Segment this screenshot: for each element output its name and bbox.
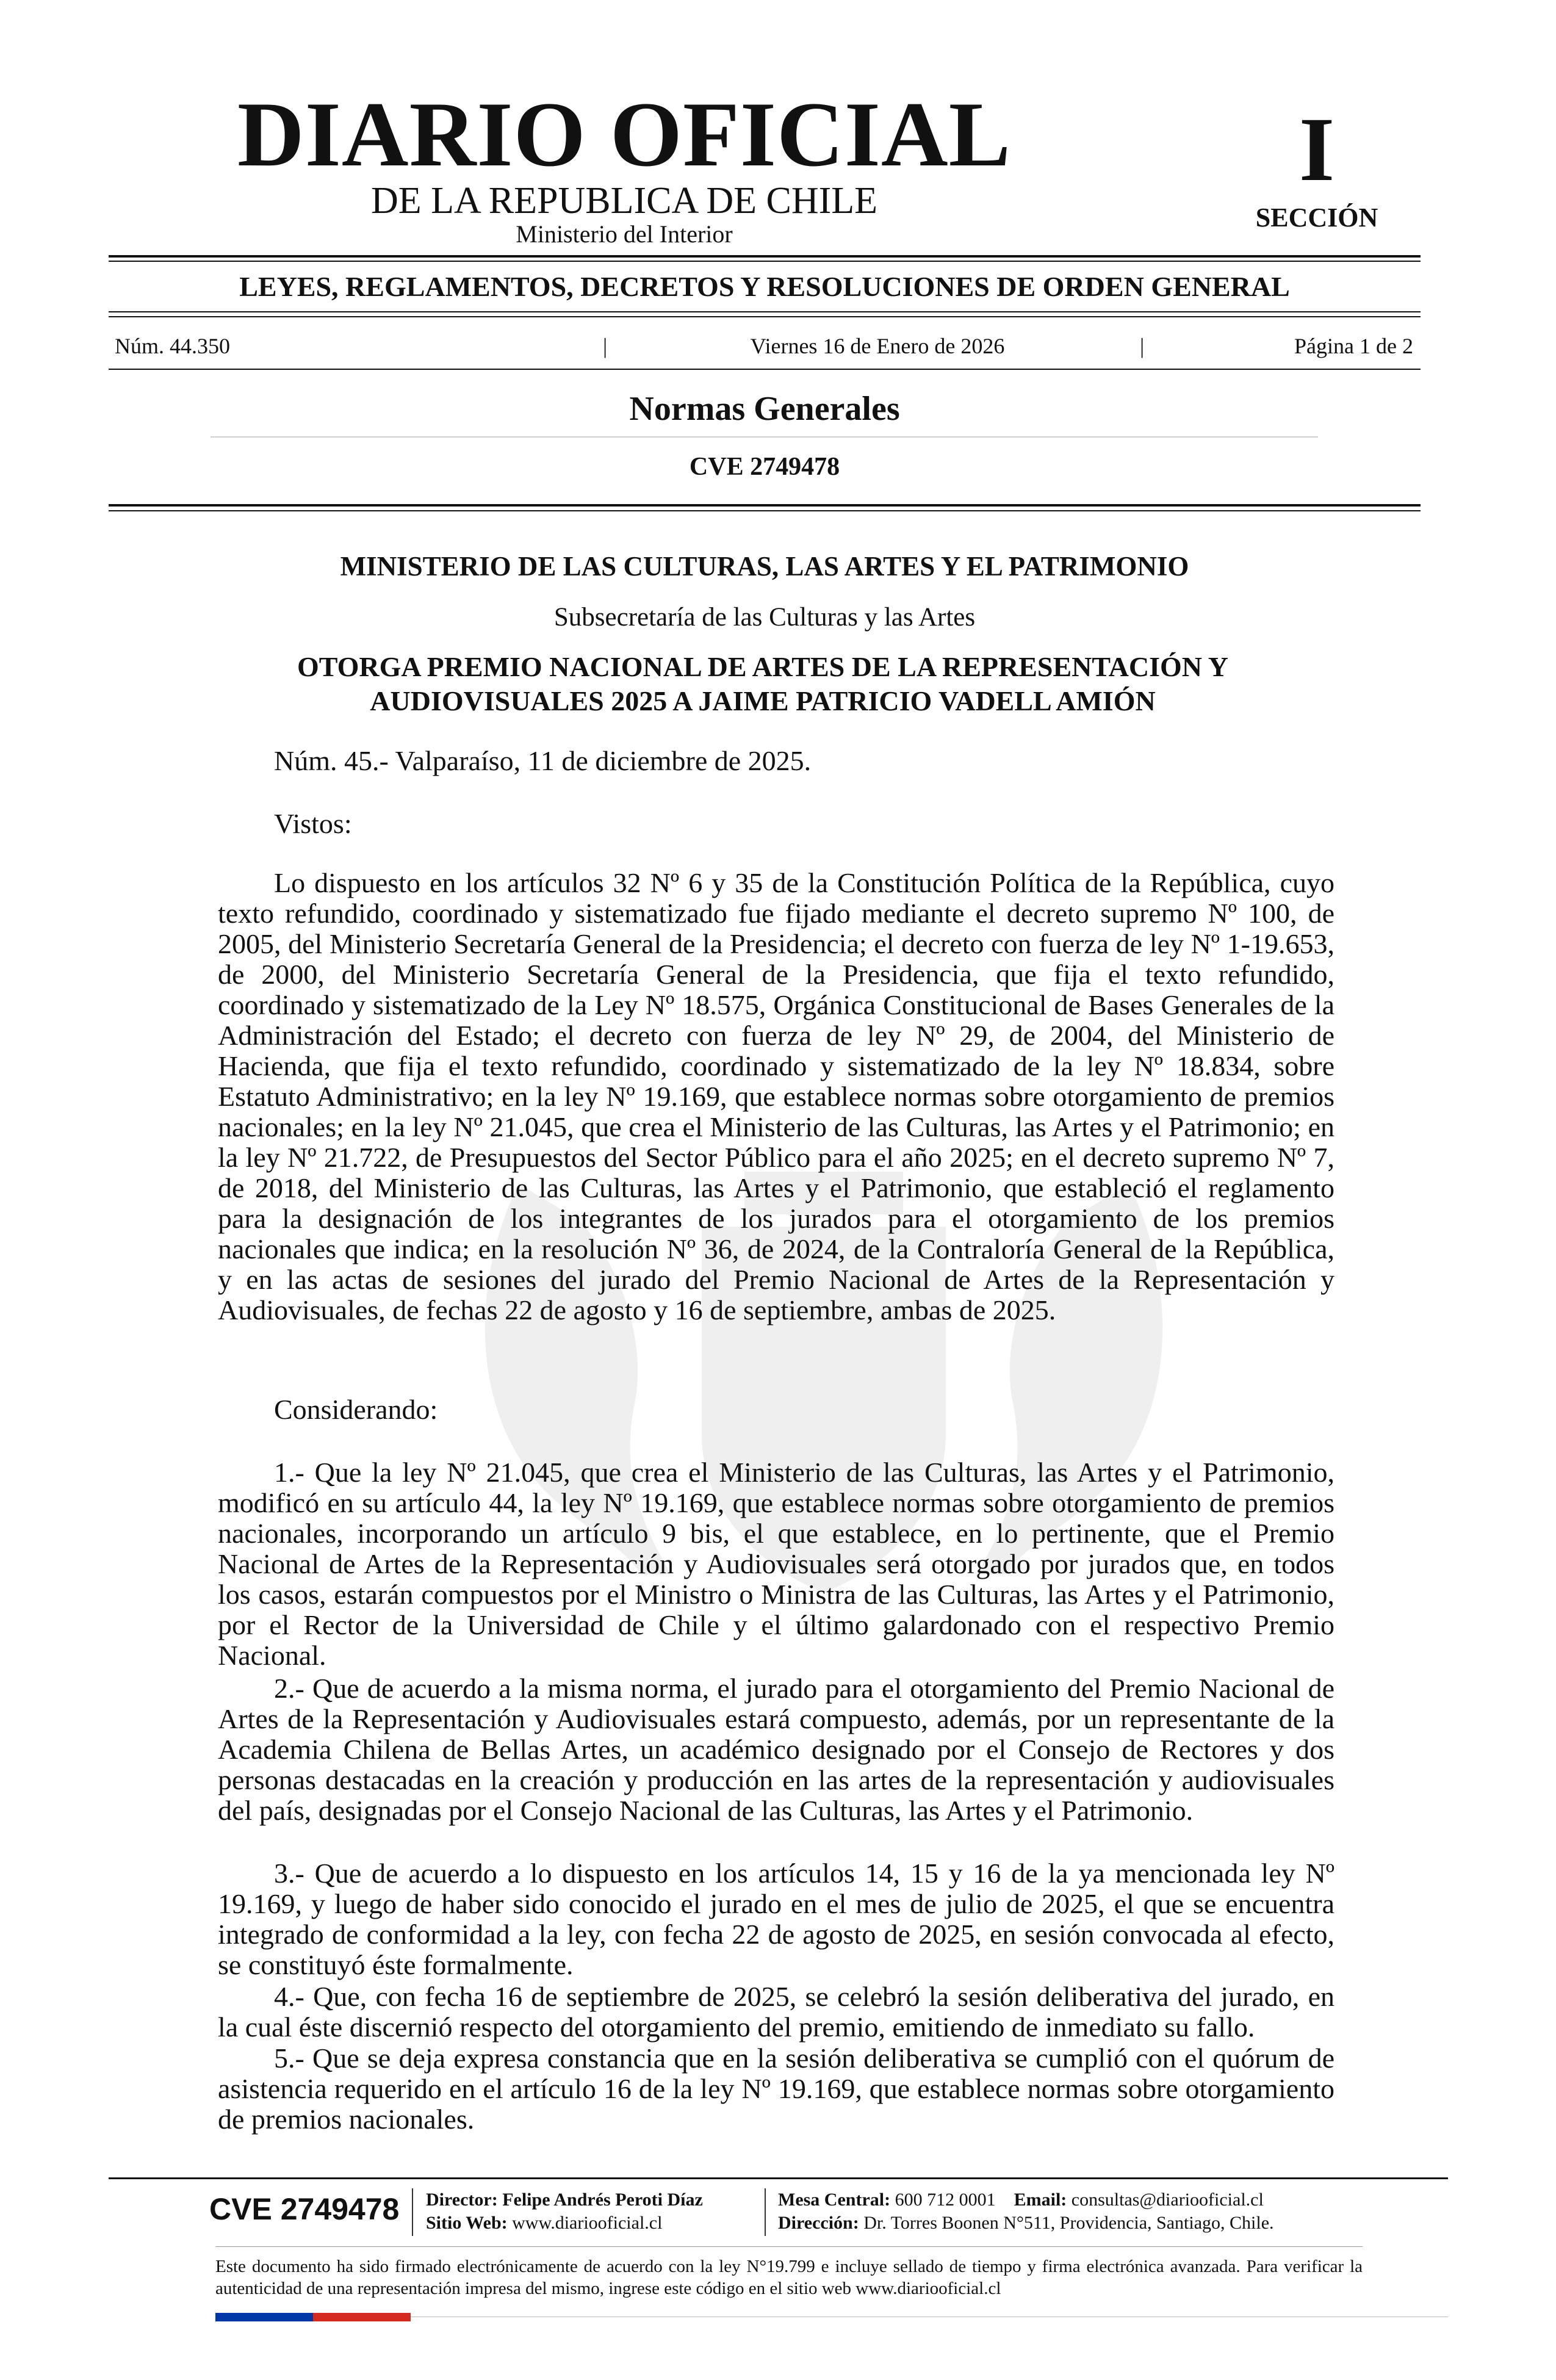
director-label: Director:: [426, 2190, 498, 2210]
vistos-heading: Vistos:: [274, 808, 352, 839]
footer-director-block: [426, 2188, 703, 2235]
section-label: SECCIÓN: [1255, 203, 1378, 233]
flag-stripe-blue: [215, 2313, 313, 2321]
cve-code: CVE 2749478: [689, 453, 840, 481]
section-rule-2: [109, 510, 1421, 511]
newspaper-ministry: Ministerio del Interior: [516, 220, 733, 248]
address-label: Dirección:: [778, 2213, 859, 2233]
footer-divider: [412, 2188, 413, 2236]
website-link[interactable]: www.diariooficial.cl: [512, 2213, 663, 2233]
considerando-paragraph: 1.- Que la ley Nº 21.045, que crea el Ministerio de las Culturas, las Artes y el Patrimonio, modificó en su artículo 44, la ley Nº 19.169, que establece normas sobre otorgamiento de premios nacionales, incorporando un artículo 9 bis, el que establece, en lo pertinente, que el Premio Nacional de Artes de la Representación y Audiovisuales será otorgado por jurados que, en todos los casos, estarán compuestos por el Ministro o Ministra de las Culturas, las Artes y el Patrimonio, por el Rector de la Universidad de Chile y el último galardonado con el respectivo Premio Nacional.: [218, 1457, 1334, 1671]
considerando-paragraph: 2.- Que de acuerdo a la misma norma, el jurado para el otorgamiento del Premio Nacional de Artes de la Representación y Audiovisuales estará compuesto, además, por un representante de la Academia Chilena de Bellas Artes, un académico designado por el Consejo de Rectores y dos personas destacadas en la creación y producción en las artes de la representación y audiovisuales del país, designadas por el Consejo Nacional de las Culturas, las Artes y el Patrimonio.: [218, 1673, 1334, 1826]
newspaper-subtitle: DE LA REPUBLICA DE CHILE: [370, 180, 878, 222]
footer-cve-code: CVE 2749478: [209, 2192, 400, 2226]
masthead: [109, 85, 1421, 250]
website-label: Sitio Web:: [426, 2213, 508, 2233]
email-label: Email:: [1014, 2190, 1067, 2210]
vistos-paragraph: Lo dispuesto en los artículos 32 Nº 6 y 35 de la Constitución Política de la República, cuyo texto refundido, coordinado y sistematizado fue fijado mediante el decreto supremo Nº 100, de 2005, del Ministerio Secretaría General de la Presidencia; el decreto con fuerza de ley Nº 1-19.653, de 2000, del Ministerio Secretaría General de la Presidencia, que fija el texto refundido, coordinado y sistematizado de la Ley Nº 18.575, Orgánica Constitucional de Bases Generales de la Administración del Estado; el decreto con fuerza de ley Nº 29, de 2004, del Ministerio de Hacienda, que fija el texto refundido, coordinado y sistematizado de la ley Nº 18.834, sobre Estatuto Administrativo; en la ley Nº 19.169, que establece normas sobre otorgamiento de premios nacionales; en la ley Nº 21.045, que crea el Ministerio de las Culturas, las Artes y el Patrimonio; en la ley Nº 21.722, de Presupuestos del Sector Público para el año 2025; en el decreto supremo Nº 7, de 2018, del Ministerio de las Culturas, las Artes y el Patrimonio, que estableció el reglamento para la designación de los integrantes de los jurados para el otorgamiento de los premios nacionales que indica; en la resolución Nº 36, de 2024, de la Contraloría General de la República, y en las actas de sesiones del jurado del Premio Nacional de Artes de la Representación y Audiovisuales, de fechas 22 de agosto y 16 de septiembre, ambas de 2025.: [218, 867, 1334, 1325]
issue-separator: |: [1140, 334, 1145, 358]
section-rule-1: [109, 504, 1421, 507]
considerando-paragraph: 4.- Que, con fecha 16 de septiembre de 2025, se celebró la sesión deliberativa del jurado, en la cual éste discernió respecto del otorgamiento del premio, emitiendo de inmediato su fallo.: [218, 1981, 1334, 2043]
page-indicator: Página 1 de 2: [1294, 334, 1413, 358]
section-number: I: [1298, 99, 1335, 200]
issue-number: Núm. 44.350: [115, 334, 230, 358]
considerando-paragraph: 5.- Que se deja expresa constancia que en la sesión deliberativa se cumplió con el quórum de asistencia requerido en el artículo 16 de la ley Nº 19.169, que establece normas sobre otorgamiento de premios nacionales.: [218, 2043, 1334, 2135]
phone-label: Mesa Central:: [778, 2190, 891, 2210]
director-name: Felipe Andrés Peroti Díaz: [502, 2190, 703, 2210]
address-value: Dr. Torres Boonen N°511, Providencia, Santiago, Chile.: [863, 2213, 1274, 2233]
section-divider: [211, 436, 1318, 438]
masthead-rule-bottom: [109, 261, 1421, 262]
header-banner: LEYES, REGLAMENTOS, DECRETOS Y RESOLUCIONES DE ORDEN GENERAL: [239, 271, 1290, 302]
legal-notice: Este documento ha sido firmado electrónicamente de acuerdo con la ley N°19.799 e incluye sellado de tiempo y firma electrónica avanzada. Para verificar la autenticidad de una representación impresa del mismo, ingrese este código en el sitio web www.diariooficial.cl: [215, 2257, 1363, 2298]
issue-bar: [109, 330, 1421, 362]
newspaper-title: DIARIO OFICIAL: [237, 83, 1012, 186]
subsecretaria: Subsecretaría de las Culturas y las Artes: [553, 603, 976, 632]
phone-number: 600 712 0001: [895, 2190, 996, 2210]
footer-divider: [765, 2188, 766, 2236]
decree-title: OTORGA PREMIO NACIONAL DE ARTES DE LA REPRESENTACIÓN Y AUDIOVISUALES 2025 A JAIME PATRICIO VADELL AMIÓN: [297, 651, 1229, 716]
issue-rule: [109, 369, 1421, 370]
issue-date: Viernes 16 de Enero de 2026: [750, 334, 1005, 358]
flag-stripe-red: [313, 2313, 411, 2321]
banner-rule-2: [109, 316, 1421, 317]
issuing-ministry: MINISTERIO DE LAS CULTURAS, LAS ARTES Y EL PATRIMONIO: [340, 551, 1189, 582]
considerando-paragraph: 3.- Que de acuerdo a lo dispuesto en los artículos 14, 15 y 16 de la ya mencionada ley Nº 19.169, y luego de haber sido conocido el jurado en el mes de julio de 2025, el que se encuentra integrado de conformidad a la ley, con fecha 22 de agosto de 2025, en sesión convocada al efecto, se constituyó éste formalmente.: [218, 1858, 1334, 1980]
considerando-heading: Considerando:: [274, 1394, 438, 1425]
footer-contact-block: [778, 2188, 1274, 2235]
page-footer: [109, 2177, 1448, 2330]
section-title: Normas Generales: [629, 390, 900, 428]
masthead-rule-top: [109, 255, 1421, 258]
decree-number-line: Núm. 45.- Valparaíso, 11 de diciembre de 2025.: [274, 745, 812, 776]
footer-inner-rule: [215, 2246, 1363, 2247]
banner-rule-1: [109, 311, 1421, 312]
issue-separator: |: [603, 334, 608, 358]
email-link[interactable]: consultas@diariooficial.cl: [1071, 2190, 1264, 2210]
